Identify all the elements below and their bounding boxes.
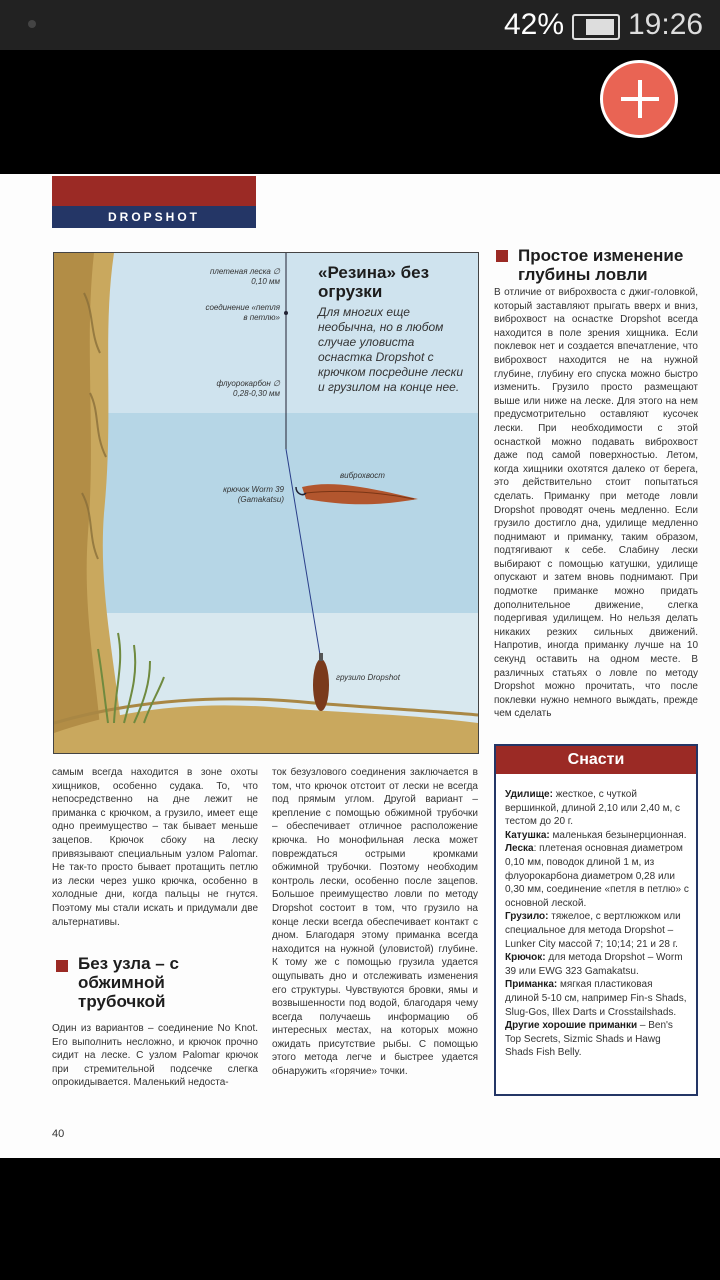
col1-subtitle: Без узла – с обжимной трубочкой [78, 954, 179, 1011]
sidebar-item [505, 1019, 689, 1060]
sidebar-body [505, 788, 689, 1060]
section-label: DROPSHOT [52, 206, 256, 228]
sidebar-title: Снасти [496, 746, 696, 774]
sidebar-item-label: Грузило: [505, 911, 549, 923]
sidebar-item [505, 978, 689, 1019]
tackle-sidebar [494, 744, 698, 1096]
sidebar-item-label: Катушка: [505, 829, 550, 841]
sidebar-item-text: – Ben's Top Secrets, Sizmic Shads и Hawg Shads Fish Belly. [505, 1020, 673, 1059]
label-fluorocarbon: флуорокарбон ∅ 0,28-0,30 мм [216, 379, 280, 398]
battery-percent: 42% [504, 8, 565, 41]
sidebar-item-label: Леска [505, 843, 534, 855]
header-red-bar [52, 176, 256, 206]
right-article-title: Простое изменение глубины ловли [518, 246, 684, 284]
notification-dot [28, 20, 36, 28]
status-bar [0, 0, 720, 50]
sidebar-item [505, 829, 689, 843]
battery-icon [572, 14, 620, 40]
sidebar-item [505, 910, 689, 951]
sidebar-item-text: маленькая безынерционная. [549, 829, 687, 841]
dropshot-illustration [53, 252, 479, 754]
label-lure: виброхвост [340, 471, 385, 480]
add-button[interactable] [600, 60, 678, 138]
sidebar-item-label: Другие хорошие приманки [505, 1020, 638, 1032]
illustration-title: «Резина» без огрузки [318, 263, 430, 301]
sidebar-item-text: : плетеная основная диаметром 0,10 мм, поводок длиной 1 м, из флуорокарбона диаметром 0,28 или 0,30 мм, соединение «петля в петлю» с основной леской. [505, 843, 689, 909]
col2-body: ток безузлового соединения заключается в том, что крючок отстоит от лески не всегда под прямым углом. Другой вариант – крепление с помощью обжимной трубочки – обеспечивает отличное расположение крючка. Но монофильная леска может повреждаться острыми кромками обжимной трубочки. Поэтому необходим контроль лески, особенно после зацепов. Большое преимущество ловли по методу Dropshot состоит в том, что грузило на конце лески всегда обеспечивает контакт с дном. Благодаря этому приманка всегда находится на нужной (уловистой) глубине. К тому же с помощью грузила удается ощупывать дно и отслеживать изменения его структуры. Чувствуются бровки, ямы и возвышенности под водой, благодаря чему всегда получаешь информацию об интересных местах, на которых можно ожидать присутствие рыбы. С помощью этого метода легче и быстрее удается обнаружить «горячие» точки. [272, 767, 478, 1078]
sidebar-item-label: Удилище: [505, 789, 553, 800]
right-article-body: В отличие от виброхвоста с джиг-головкой, который заставляют прыгать вверх и вниз, виброхвост на оснастке Dropshot всегда находится в поле зрения хищника. Если поклевок нет и создается впечатление, что виброхвост находится не на нужной глубине, глубину его спуска можно быстро изменить. Грузило просто размещают выше или ниже на леске. Для этого на нем предусмотрительно оставляют кусочек лески. При необходимости с этой оснасткой можно подавать виброхвост даже под самой поверхностью. Летом, когда хищники охотятся далеко от берега, это действительно стоит попытаться сделать. Приманку при методе ловли Dropshot проводят очень медленно. Если грузило достигло дна, удилище медленно поднимают и приманку, таким образом, подтягивают к себе. Слабину лески выбирают с помощью катушки, удилище опускают и затем вновь поднимают. При подмотке приманке можно придать дополнительное движение, слегка подергивая удилищем. Но нельзя делать никаких резких сильных движений. Напротив, иногда приманку лучше на 10 секунд оставить на одном месте. В различных статьях о ловле по методу Dropshot можно прочитать, что после поклевки нужно немного выждать, прежде чем сделать [494, 287, 698, 720]
sidebar-item [505, 951, 689, 978]
col1-intro: самым всегда находится в зоне охоты хищников, особенно судака. То, что непосредственно на дне лежит не приманка с крючком, а грузило, имеет еще одно преимущество – так бывает меньше зацепов. Крючок сбоку на леску привязывают специальным узлом Palomar. Не так-то просто бывает протащить петлю из лески через ушко крючка, особенно в холодные дни, когда пальцы не гнутся. Поэтому мы стали искать и придумали две альтернативы. [52, 767, 258, 928]
clock: 19:26 [628, 8, 704, 41]
illustration-text: Для многих еще необычна, но в любом случае уловиста оснастка Dropshot с крючком посредине лески и грузилом на конце нее. [318, 305, 463, 394]
plus-icon [621, 80, 659, 118]
section-marker [496, 250, 508, 262]
sidebar-item-text: жесткое, с чуткой вершинкой, длиной 2,10 или 2,40 м, с тестом до 20 г. [505, 789, 681, 828]
magazine-page[interactable] [0, 174, 720, 1158]
bottom-bar [0, 1158, 720, 1280]
sidebar-item-label: Крючок: [505, 952, 546, 964]
sidebar-item-label: Приманка: [505, 979, 558, 991]
label-hook: крючок Worm 39 (Gamakatsu) [223, 485, 284, 504]
sidebar-item [505, 788, 689, 829]
page-number: 40 [52, 1128, 65, 1140]
sidebar-item-text: мягкая пластиковая длиной 5-10 см, например Fin-s Shads, Slug-Gos, Illex Darts и Crosstailshads. [505, 979, 687, 1018]
sidebar-item-text: тяжелое, с вертлюжком или специальное для метода Dropshot – Lunker City массой 7; 10;14; 21 и 28 г. [505, 911, 681, 950]
label-sinker: грузило Dropshot [336, 673, 400, 682]
col1-body: Один из вариантов – соединение No Knot. Его выполнить несложно, и крючок прочно сидит на леске. С узлом Palomar крючок при стремительной подсечке слегка опрокидывается. Маленький недоста- [52, 1023, 258, 1089]
label-braid: плетеная леска ∅ 0,10 мм [209, 267, 280, 286]
sidebar-item-text: для метода Dropshot – Worm 39 или EWG 323 Gamakatsu. [505, 952, 683, 977]
label-connection: соединение «петля в петлю» [205, 303, 280, 322]
section-marker [56, 960, 68, 972]
sidebar-item [505, 842, 689, 910]
